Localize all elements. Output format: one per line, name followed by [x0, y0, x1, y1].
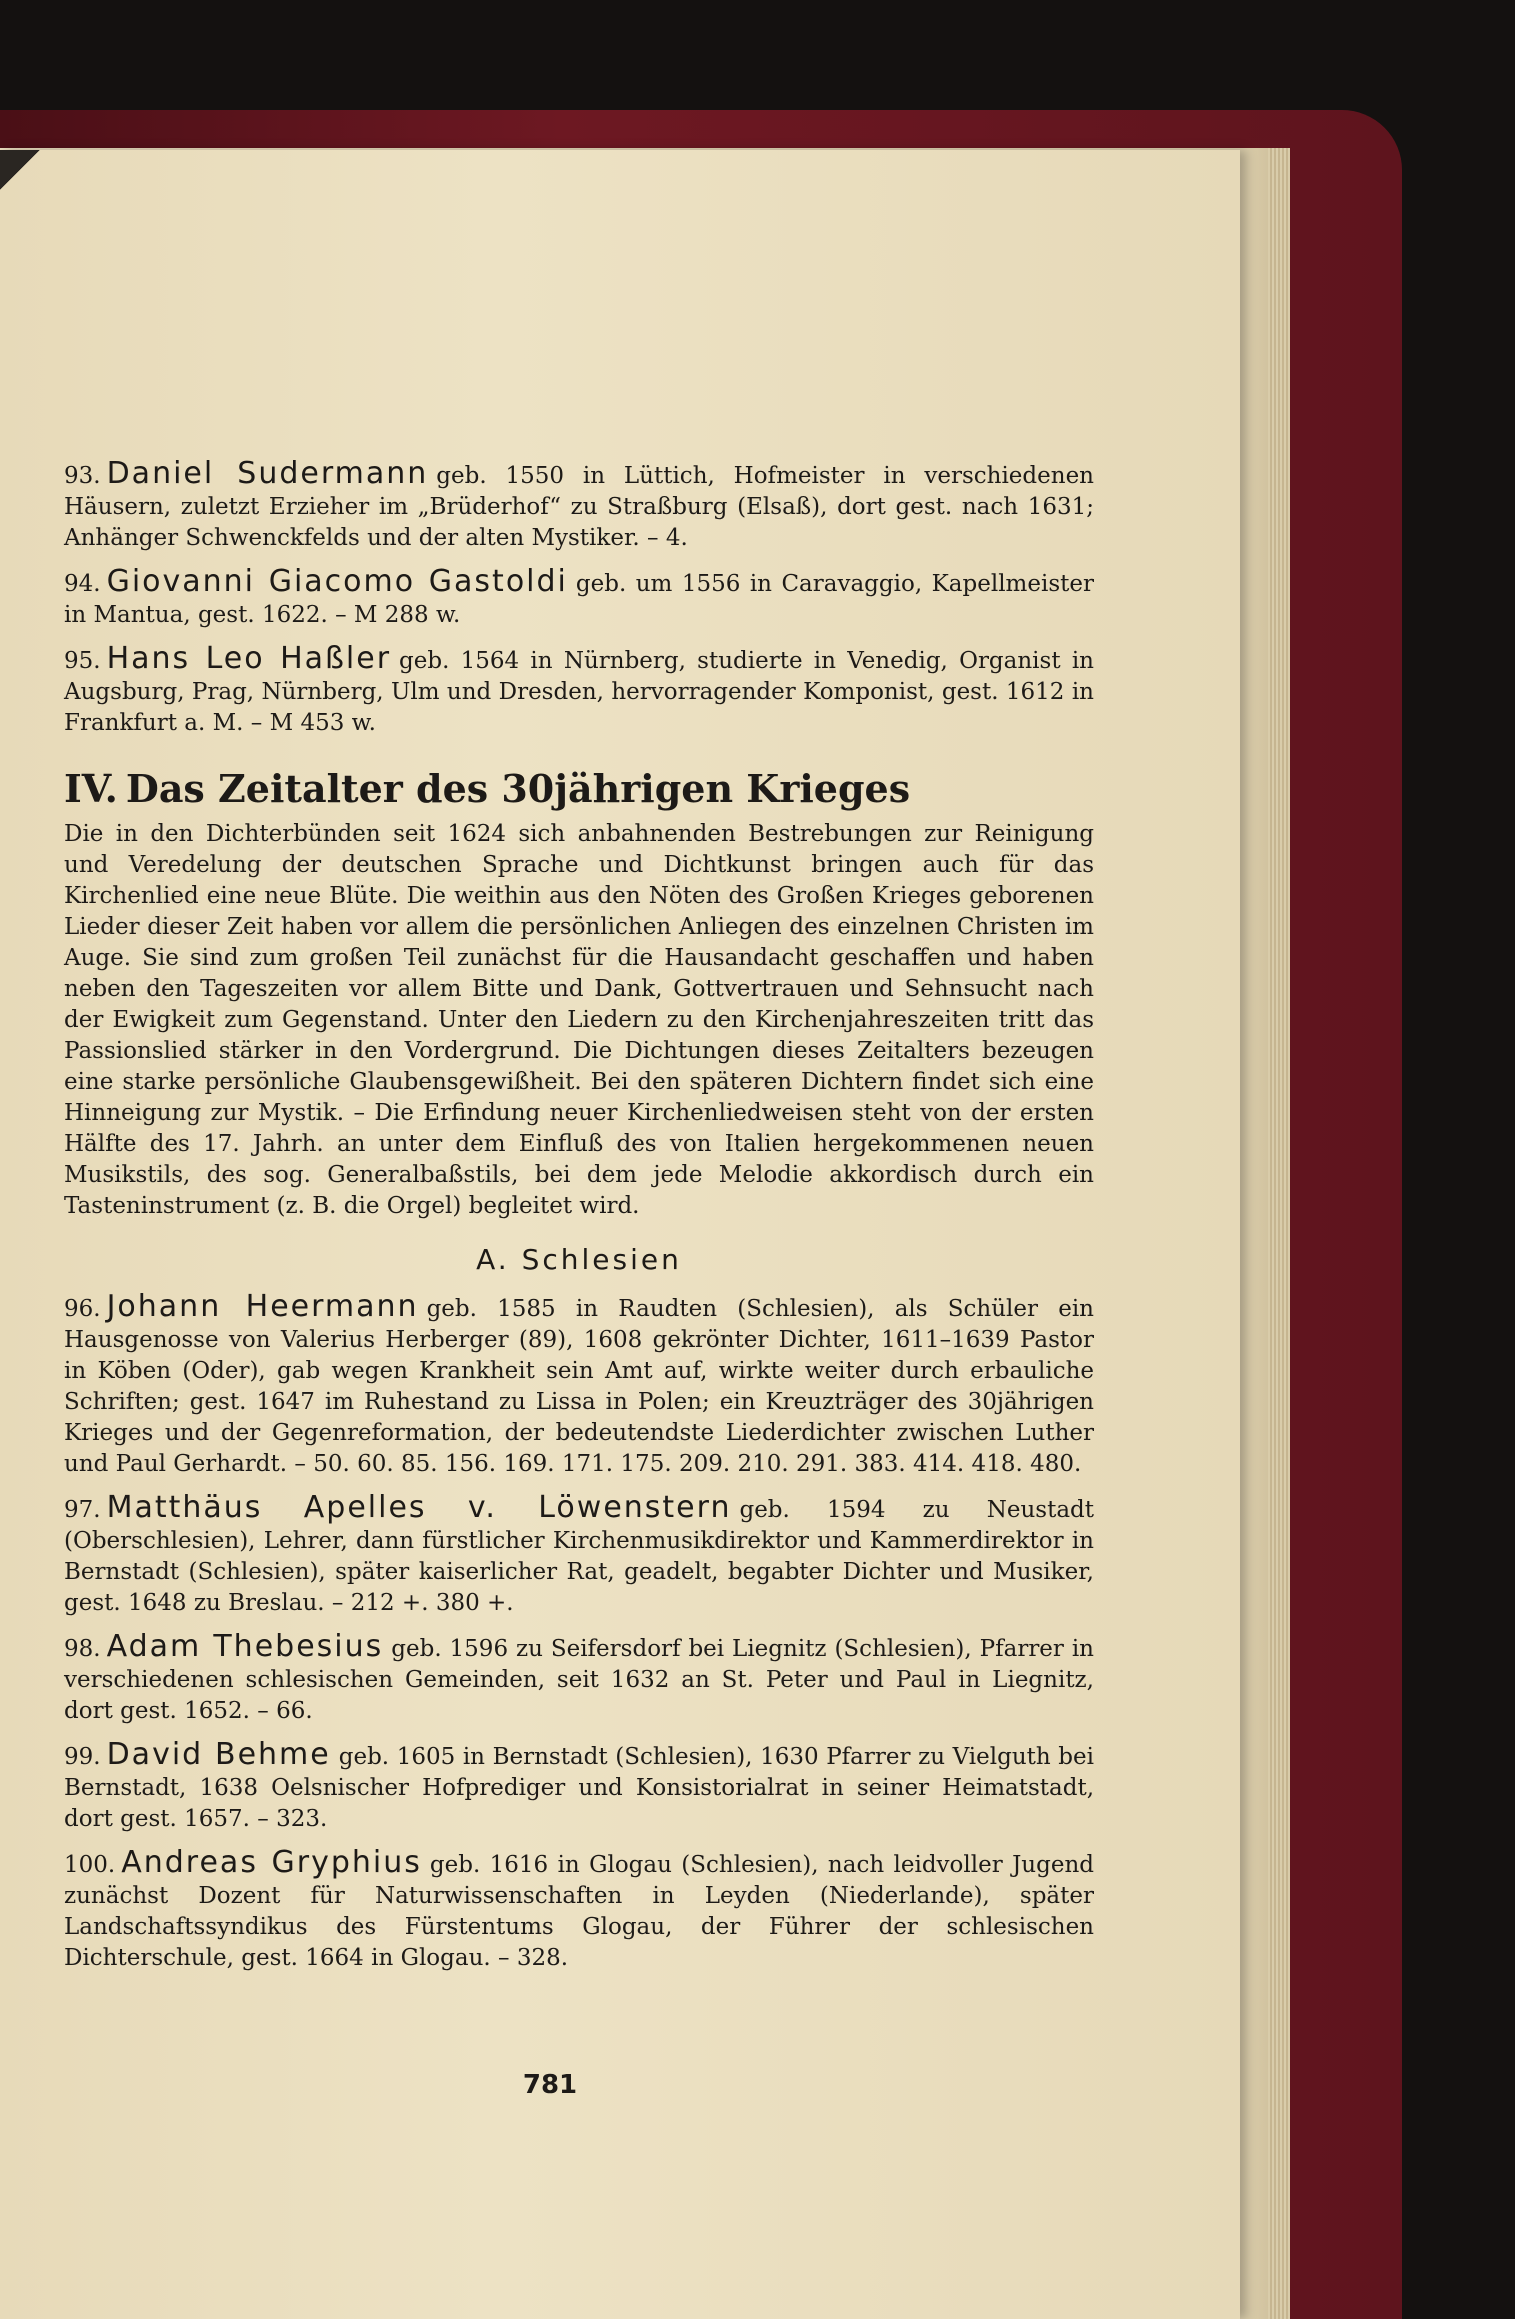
entry-text: geb. um 1556 in Caravaggio, Kapellmeister in Mantua, gest. 1622. – M 288 w.: [64, 571, 1094, 628]
entry-number: 100.: [64, 1852, 116, 1878]
entry-name: Johann Heermann: [106, 1289, 419, 1324]
entry-number: 98.: [64, 1636, 101, 1662]
entry-100: [64, 1847, 1094, 1974]
entry-text: geb. 1564 in Nürnberg, studierte in Venedig, Organist in Augsburg, Prag, Nürnberg, Ulm und Dresden, hervorragender Komponist, gest. 1612 in Frankfurt a. M. – M 453 w.: [64, 648, 1094, 736]
entry-text: geb. 1585 in Raudten (Schlesien), als Schüler ein Hausgenosse von Valerius Herberger (89), 1608 gekrönter Dichter, 1611–1639 Pastor in Köben (Oder), gab wegen Krankheit sein Amt auf, wirkte weiter durch erbauliche Schriften; gest. 1647 im Ruhestand zu Lissa in Polen; ein Kreuzträger des 30jährigen Krieges und der Gegenreformation, der bedeutendste Liederdichter zwischen Luther und Paul Gerhardt. – 50. 60. 85. 156. 169. 171. 175. 209. 210. 291. 383. 414. 418. 480.: [64, 1296, 1094, 1477]
chapter-title: Das Zeitalter des 30jährigen Krieges: [125, 766, 911, 811]
entry-97: [64, 1492, 1094, 1619]
chapter-intro: Die in den Dichterbünden seit 1624 sich anbahnenden Bestrebungen zur Reinigung und Veredelung der deutschen Sprache und Dichtkunst bringen auch für das Kirchenlied eine neue Blüte. Die weithin aus den Nöten des Großen Krieges geborenen Lieder dieser Zeit haben vor allem die persönlichen Anliegen des einzelnen Christen im Auge. Sie sind zum großen Teil zunächst für die Hausandacht geschaffen und haben neben den Tageszeiten vor allem Bitte und Dank, Gottvertrauen und Sehnsucht nach der Ewigkeit zum Gegenstand. Unter den Liedern zu den Kirchenjahreszeiten tritt das Passionslied stärker in den Vordergrund. Die Dichtungen dieses Zeitalters bezeugen eine starke persönliche Glaubensgewißheit. Bei den späteren Dichtern findet sich eine Hinneigung zur Mystik. – Die Erfindung neuer Kirchenliedweisen steht von der ersten Hälfte des 17. Jahrh. an unter dem Einfluß des von Italien hergekommenen neuen Musikstils, des sog. Generalbaßstils, bei dem jede Melodie akkordisch durch ein Tasteninstrument (z. B. die Orgel) begleitet wird.: [64, 821, 1094, 1219]
entry-number: 96.: [64, 1296, 101, 1322]
entry-96: [64, 1291, 1094, 1480]
entry-number: 95.: [64, 648, 101, 674]
entry-98: [64, 1631, 1094, 1727]
page-content: [64, 458, 1094, 1986]
entry-text: geb. 1550 in Lüttich, Hofmeister in verschiedenen Häusern, zuletzt Erzieher im „Brüderhof“ zu Straßburg (Elsaß), dort gest. nach 1631; Anhänger Schwenckfelds und der alten Mystiker. – 4.: [64, 463, 1094, 551]
entry-name: Daniel Sudermann: [106, 456, 429, 491]
book-page: [0, 150, 1240, 2319]
entry-text: geb. 1605 in Bernstadt (Schlesien), 1630 Pfarrer zu Vielguth bei Bernstadt, 1638 Oelsnischer Hofprediger und Konsistorialrat in seiner Heimatstadt, dort gest. 1657. – 323.: [64, 1744, 1094, 1832]
entry-number: 94.: [64, 571, 101, 597]
entry-text: geb. 1594 zu Neustadt (Oberschlesien), Lehrer, dann fürstlicher Kirchenmusikdirektor und Kammerdirektor in Bernstadt (Schlesien), später kaiserlicher Rat, geadelt, begabter Dichter und Musiker, gest. 1648 zu Breslau. – 212 +. 380 +.: [64, 1497, 1094, 1616]
entry-99: [64, 1739, 1094, 1835]
entry-number: 93.: [64, 463, 101, 489]
entry-number: 97.: [64, 1497, 101, 1523]
entry-name: Hans Leo Haßler: [106, 641, 392, 676]
entry-94: [64, 566, 1094, 631]
entry-name: Matthäus Apelles v. Löwenstern: [106, 1490, 732, 1525]
chapter-heading: [64, 765, 1094, 813]
page-number: 781: [522, 2070, 578, 2100]
entry-text: geb. 1616 in Glogau (Schlesien), nach leidvoller Jugend zunächst Dozent für Naturwissenschaften in Leyden (Niederlande), später Landschaftssyndikus des Fürstentums Glogau, der Führer der schlesischen Dichterschule, gest. 1664 in Glogau. – 328.: [64, 1852, 1094, 1971]
entry-name: Adam Thebesius: [106, 1629, 384, 1664]
entry-number: 99.: [64, 1744, 101, 1770]
entry-95: [64, 643, 1094, 739]
chapter-number: IV.: [64, 766, 118, 811]
entry-name: Giovanni Giacomo Gastoldi: [106, 564, 568, 599]
entry-text: geb. 1596 zu Seifersdorf bei Liegnitz (Schlesien), Pfarrer in verschiedenen schlesischen Gemeinden, seit 1632 an St. Peter und Paul in Liegnitz, dort gest. 1652. – 66.: [64, 1636, 1094, 1724]
entry-name: Andreas Gryphius: [121, 1845, 422, 1880]
entry-name: David Behme: [106, 1737, 331, 1772]
section-heading: A. Schlesien: [476, 1243, 682, 1276]
entry-93: [64, 458, 1094, 554]
